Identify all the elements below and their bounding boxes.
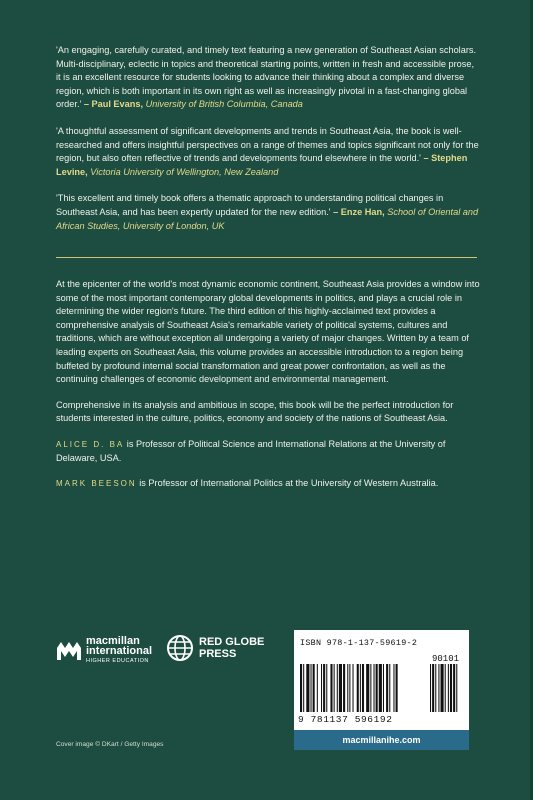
quote-affiliation: University of British Columbia, Canada [145, 99, 303, 110]
review-quote: 'This excellent and timely book offers a thematic approach to understanding political changes in Southeast Asia, and has been expertly updated for the new edition.' – Enze Han, School of Oriental and African Studies, University of London, UK [56, 193, 479, 231]
macmillan-logo: macmillan international HIGHER EDUCATION [56, 636, 152, 666]
review-quote: 'An engaging, carefully curated, and timely text featuring a new generation of Southeast Asian scholars. Multi-disciplinary, eclectic in topics and theoretical starting points, written in fresh and accessible prose, it is an excellent resource for students looking to advance their thinking about a complex and diverse region, which is both important in its own right as well as increasingly pivotal in a fast-changing global order.' – Paul Evans, University of British Columbia, Canada [56, 45, 477, 110]
publisher-url: macmillanihe.com [294, 730, 469, 750]
isbn-label: ISBN 978-1-137-59619-2 [300, 638, 418, 648]
author-bio: MARK BEESON is Professor of International Politics at the University of Western Australia. [56, 478, 439, 489]
quote-affiliation: Victoria University of Wellington, New Zealand [90, 166, 279, 177]
review-quotes [56, 44, 481, 246]
quote-author: – Enze Han, [333, 206, 385, 217]
globe-icon [166, 634, 194, 662]
macmillan-logo-icon [56, 640, 82, 662]
quote-author: – Paul Evans, [83, 99, 144, 110]
cover-image-credit: Cover image © DKart / Getty Images [56, 741, 164, 748]
quote-author: – Stephen Levine, [56, 153, 468, 177]
author-name: ALICE D. BA [56, 439, 125, 449]
isbn-digits: 9 781137 596192 [298, 714, 393, 725]
book-description [56, 278, 481, 503]
price-code: 90101 [432, 654, 460, 664]
author-name: MARK BEESON [56, 479, 137, 489]
quote-affiliation: School of Oriental and African Studies, University of London, UK [56, 206, 479, 231]
author-bio: ALICE D. BA is Professor of Political Science and International Relations at the University of Delaware, USA. [56, 438, 446, 463]
description-paragraph: At the epicenter of the world's most dynamic economic continent, Southeast Asia provides a window into some of the most important contemporary global developments in politics, and plays a crucial role in determining the wider region's future. The third edition of this highly-acclaimed text provides a comprehensive analysis of Southeast Asia's remarkable variety of political systems, cultures and traditions, which are without exception all undergoing a variety of major changes. Written by a team of leading experts on Southeast Asia, this volume provides an accessible introduction to a region being buffeted by profound internal social transformation and great power confrontation, as well as the continuing challenges of economic development and environmental management. [56, 279, 480, 385]
publisher-logos [56, 632, 286, 668]
barcode-bars [300, 664, 463, 714]
divider-rule [56, 257, 477, 258]
description-paragraph: Comprehensive in its analysis and ambitious in scope, this book will be the perfect introduction for students interested in the culture, politics, economy and society of the nations of Southeast Asia. [56, 399, 454, 424]
barcode-panel [294, 630, 469, 750]
review-quote: 'A thoughtful assessment of significant developments and trends in Southeast Asia, the book is well-researched and offers insightful perspectives on a range of themes and topics significant not only for the region, but also often reflective of trends and developments found elsewhere in the world.' – Stephen Levine, Victoria University of Wellington, New Zealand [56, 125, 479, 177]
red-globe-press-logo: RED GLOBE PRESS [166, 634, 264, 662]
